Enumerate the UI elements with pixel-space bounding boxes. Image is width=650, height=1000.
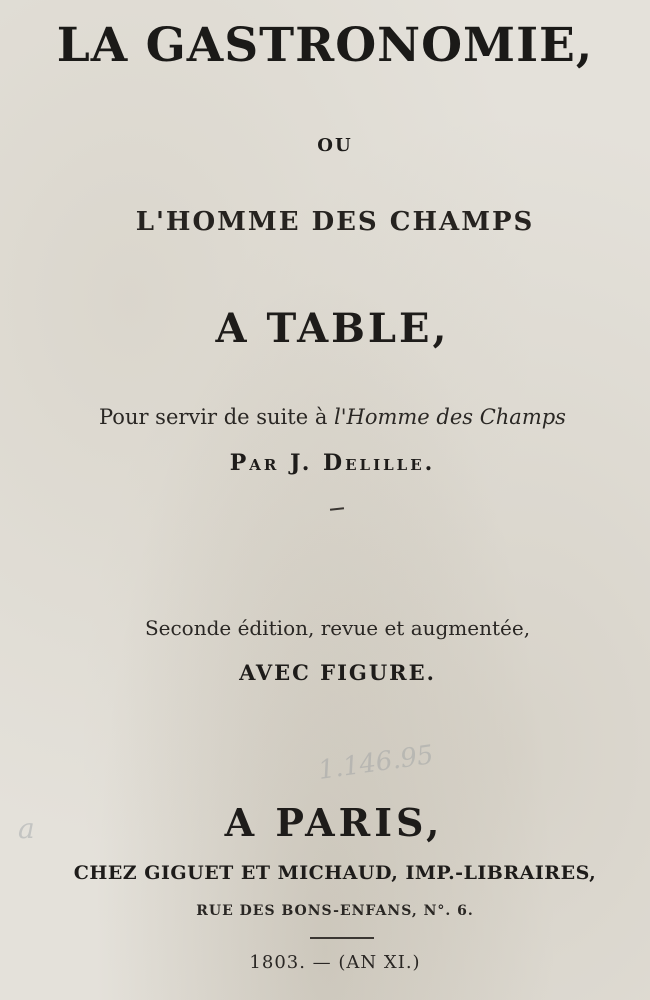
ornament-dash — [330, 507, 344, 510]
book-title: LA GASTRONOMIE, — [56, 18, 594, 73]
imprint-address: RUE DES BONS-ENFANS, N°. 6. — [196, 903, 474, 919]
suite-line — [15, 405, 650, 429]
author-line: Par J. Delille. — [229, 450, 436, 476]
figure-line: AVEC FIGURE. — [239, 660, 436, 685]
handwritten-shelfmark: 1.146.95 — [316, 740, 436, 786]
imprint-date: 1803. — (AN XI.) — [249, 952, 421, 973]
imprint-publisher: CHEZ GIGUET ET MICHAUD, IMP.-LIBRAIRES, — [73, 862, 597, 884]
subtitle-continuation: A TABLE, — [215, 305, 450, 352]
divider-rule — [310, 937, 374, 939]
book-subtitle: L'HOMME DES CHAMPS — [135, 207, 535, 237]
imprint-city: A PARIS, — [224, 800, 444, 845]
edition-line: Seconde édition, revue et augmentée, — [144, 616, 531, 640]
suite-prefix: Pour servir de suite à — [99, 405, 335, 429]
suite-italic-title: l'Homme des Champs — [334, 405, 566, 429]
handwritten-margin-letter: a — [18, 812, 35, 845]
conjunction: OU — [317, 135, 353, 156]
